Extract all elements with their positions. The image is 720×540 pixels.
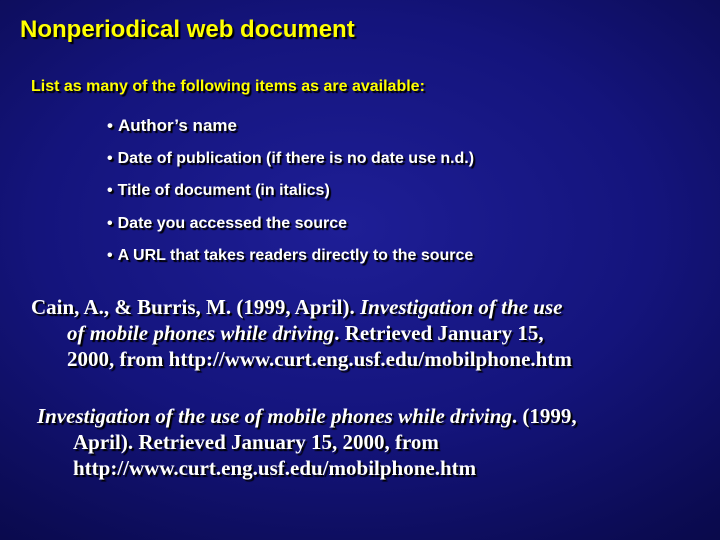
bullet-text: Title of document (in italics) — [117, 182, 330, 199]
bullet-dot: • — [107, 149, 113, 167]
citation-example-no-author — [37, 403, 577, 481]
bullet-item-date — [107, 147, 474, 180]
citation-title-continued: of mobile phones while driving — [67, 321, 335, 345]
citation-title: Investigation of the use — [360, 295, 563, 319]
bullet-item-url — [107, 244, 474, 277]
citation-line — [31, 320, 572, 346]
bullet-item-accessed — [107, 212, 474, 245]
citation-line: http://www.curt.eng.usf.edu/mobilphone.htm — [73, 456, 477, 480]
bullet-text: Date of publication (if there is no date use n.d.) — [117, 149, 475, 167]
bullet-text: A URL that takes readers directly to the source — [117, 247, 474, 264]
citation-title: Investigation of the use of mobile phones while driving — [37, 404, 512, 428]
bullet-text: Date you accessed the source — [117, 214, 348, 232]
bullet-item-author — [107, 114, 474, 147]
citation-example-with-author — [31, 294, 572, 372]
citation-line — [37, 403, 577, 429]
intro-text: List as many of the following items as are available: — [31, 78, 425, 95]
bullet-item-title — [107, 179, 474, 212]
citation-line: 2000, from http://www.curt.eng.usf.edu/mobilphone.htm — [67, 347, 572, 371]
bullet-dot: • — [107, 214, 113, 232]
bullet-dot: • — [107, 116, 113, 135]
citation-line: April). Retrieved January 15, 2000, from — [73, 430, 439, 454]
citation-date: . (1999, — [511, 404, 577, 428]
bullet-list — [107, 114, 474, 277]
bullet-text: Author’s name — [117, 116, 237, 135]
slide-title: Nonperiodical web document — [20, 16, 355, 43]
citation-line — [31, 294, 572, 320]
citation-authors: Cain, A., & Burris, M. (1999, April). — [31, 295, 355, 319]
bullet-dot: • — [107, 182, 113, 199]
bullet-dot: • — [107, 247, 113, 264]
citation-retrieved: . Retrieved January 15, — [334, 321, 544, 345]
